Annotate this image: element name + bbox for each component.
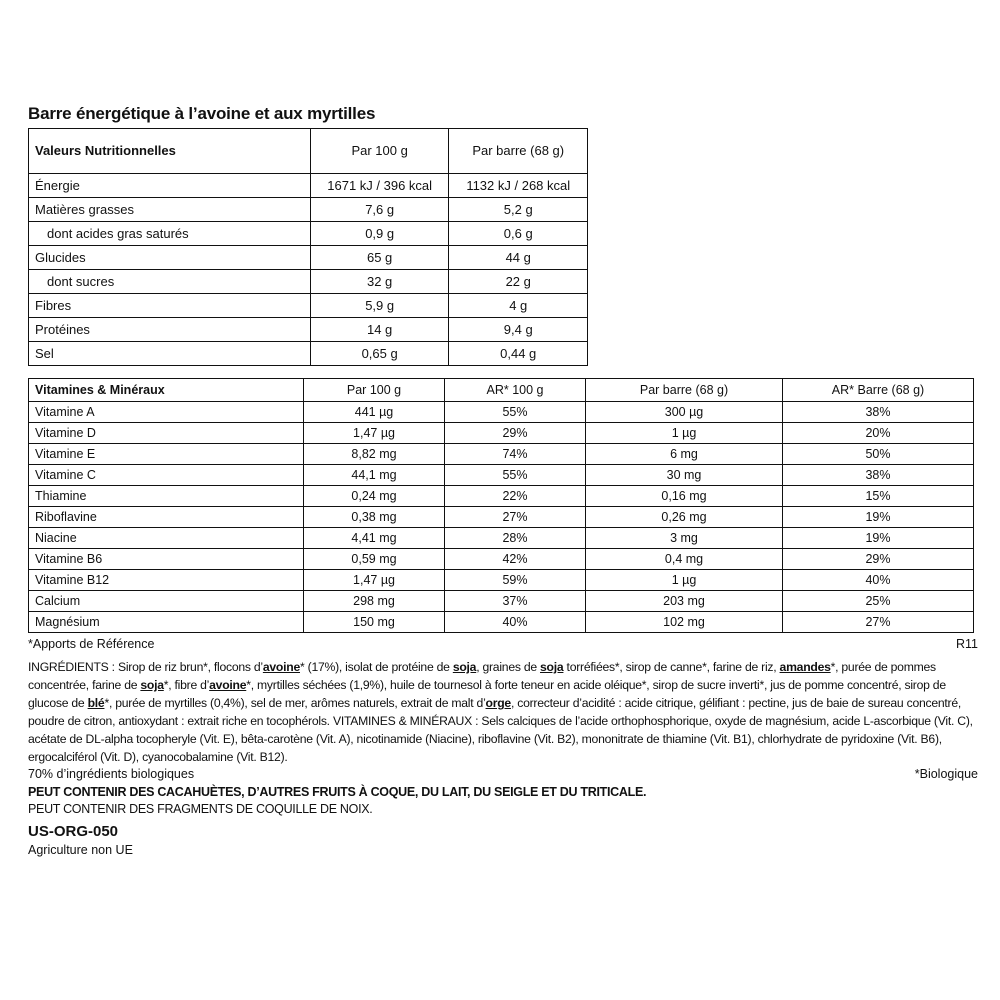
vitamin-per-100g: 44,1 mg — [304, 465, 445, 486]
nutrient-label: Protéines — [29, 318, 311, 342]
vitamin-per-100g: 150 mg — [304, 612, 445, 633]
nutrient-per-bar: 22 g — [449, 270, 588, 294]
vitamin-label: Vitamine B6 — [29, 549, 304, 570]
nutrient-per-100g: 0,9 g — [310, 222, 449, 246]
nutrient-per-100g: 65 g — [310, 246, 449, 270]
vitamin-label: Vitamine A — [29, 402, 304, 423]
nutrition-row — [29, 222, 588, 246]
nutrient-per-bar: 1132 kJ / 268 kcal — [449, 174, 588, 198]
vitamin-label: Vitamine C — [29, 465, 304, 486]
nutrition-label — [28, 104, 978, 858]
vitamin-label: Riboflavine — [29, 507, 304, 528]
ingredients-text — [28, 658, 978, 766]
vitamins-header-cell: Par barre (68 g) — [586, 379, 783, 402]
vitamins-row — [29, 507, 974, 528]
reference-intake-note: *Apports de Référence — [28, 637, 155, 651]
ingredient-text: INGRÉDIENTS : Sirop de riz brun*, flocons d’ — [28, 660, 263, 674]
allergen-term: soja — [140, 678, 164, 692]
vitamin-ar-bar: 50% — [783, 444, 974, 465]
vitamin-per-bar: 0,4 mg — [586, 549, 783, 570]
vitamin-per-bar: 0,16 mg — [586, 486, 783, 507]
footnote-row — [28, 636, 978, 652]
vitamins-header-cell: AR* 100 g — [445, 379, 586, 402]
vitamins-row — [29, 612, 974, 633]
vitamins-row — [29, 591, 974, 612]
nutrient-per-bar: 5,2 g — [449, 198, 588, 222]
vitamin-ar-bar: 40% — [783, 570, 974, 591]
vitamin-per-100g: 1,47 µg — [304, 570, 445, 591]
nutrient-per-100g: 0,65 g — [310, 342, 449, 366]
vitamin-label: Vitamine D — [29, 423, 304, 444]
nutrition-row — [29, 174, 588, 198]
nutrition-row — [29, 318, 588, 342]
vitamin-label: Magnésium — [29, 612, 304, 633]
allergen-warning: PEUT CONTENIR DES CACAHUÈTES, D’AUTRES FRUITS À COQUE, DU LAIT, DU SEIGLE ET DU TRITICALE. — [28, 785, 647, 799]
ingredient-text: , correcteur d’acidité : acide citrique, gélifiant : pectine, jus de baie de sureau concentré, poudre de citron, antioxydant : extrait riche en tocophérols. VITAMINES & MINÉRAUX : Sels calciques de l’acide orthophosphorique, oxyde de magnésium, acide L-ascorbique (Vit. C), acétate de DL-alpha tocopheryle (Vit. E), bêta-carotène (Vit. A), nicotinamide (Niacine), riboflavine (Vit. B2), mononitrate de thiamine (Vit. B1), chlorhydrate de pyridoxine (Vit. B6), ergocalciférol (Vit. D), cyanocobalamine (Vit. B12). — [28, 696, 973, 764]
origin-note: Agriculture non UE — [28, 843, 133, 857]
vitamins-row — [29, 423, 974, 444]
nutrient-label: Sel — [29, 342, 311, 366]
nutrient-per-100g: 14 g — [310, 318, 449, 342]
nutrient-per-bar: 0,6 g — [449, 222, 588, 246]
nutrition-header-row — [29, 129, 588, 174]
nutrient-label: dont acides gras saturés — [29, 222, 311, 246]
vitamins-row — [29, 486, 974, 507]
vitamin-per-bar: 0,26 mg — [586, 507, 783, 528]
ingredient-text: *, purée de pommes concentrée, farine de — [28, 660, 936, 692]
vitamin-ar-bar: 20% — [783, 423, 974, 444]
vitamins-row — [29, 570, 974, 591]
nutrition-row — [29, 342, 588, 366]
nutrient-per-100g: 32 g — [310, 270, 449, 294]
nutrient-per-bar: 4 g — [449, 294, 588, 318]
nutrient-label: Glucides — [29, 246, 311, 270]
vitamin-per-100g: 1,47 µg — [304, 423, 445, 444]
vitamin-per-100g: 4,41 mg — [304, 528, 445, 549]
vitamins-row — [29, 465, 974, 486]
vitamins-row — [29, 528, 974, 549]
ingredient-text: , graines de — [476, 660, 541, 674]
ingredient-text: *, purée de myrtilles (0,4%), sel de mer, arômes naturels, extrait de malt d’ — [104, 696, 486, 710]
vitamin-per-100g: 441 µg — [304, 402, 445, 423]
vitamin-ar-100g: 42% — [445, 549, 586, 570]
vitamin-per-bar: 102 mg — [586, 612, 783, 633]
organic-row — [28, 766, 978, 783]
vitamin-ar-bar: 15% — [783, 486, 974, 507]
vitamin-ar-100g: 55% — [445, 402, 586, 423]
vitamin-label: Vitamine E — [29, 444, 304, 465]
vitamin-ar-bar: 38% — [783, 465, 974, 486]
vitamin-per-bar: 300 µg — [586, 402, 783, 423]
vitamin-ar-100g: 27% — [445, 507, 586, 528]
vitamin-per-100g: 0,24 mg — [304, 486, 445, 507]
allergen-term: orge — [485, 696, 511, 710]
vitamins-row — [29, 444, 974, 465]
organic-percent: 70% d’ingrédients biologiques — [28, 767, 195, 781]
reference-code: R11 — [955, 637, 978, 651]
allergen-term: amandes — [779, 660, 831, 674]
nutrient-per-bar: 44 g — [449, 246, 588, 270]
vitamin-ar-bar: 19% — [783, 507, 974, 528]
vitamin-ar-100g: 28% — [445, 528, 586, 549]
vitamins-header-cell: Vitamines & Minéraux — [29, 379, 304, 402]
nutrient-per-100g: 1671 kJ / 396 kcal — [310, 174, 449, 198]
nutrient-per-bar: 9,4 g — [449, 318, 588, 342]
vitamin-ar-100g: 37% — [445, 591, 586, 612]
vitamin-per-100g: 8,82 mg — [304, 444, 445, 465]
nutrition-row — [29, 270, 588, 294]
vitamin-per-bar: 30 mg — [586, 465, 783, 486]
vitamin-ar-bar: 38% — [783, 402, 974, 423]
nutrient-per-bar: 0,44 g — [449, 342, 588, 366]
vitamin-per-bar: 203 mg — [586, 591, 783, 612]
nutrition-header-cell: Valeurs Nutritionnelles — [29, 129, 311, 174]
ingredient-text: *, myrtilles séchées (1,9%), huile de tournesol à forte teneur en acide oléique*, sirop de sucre inverti*, jus de pomme concentré, sirop de glucose de — [28, 678, 946, 710]
allergen-term: soja — [540, 660, 564, 674]
nutrition-table — [28, 128, 588, 366]
vitamins-row — [29, 402, 974, 423]
nutrient-per-100g: 7,6 g — [310, 198, 449, 222]
ingredient-text: torréfiées*, sirop de canne*, farine de riz, — [563, 660, 780, 674]
vitamin-per-bar: 6 mg — [586, 444, 783, 465]
nutrition-row — [29, 246, 588, 270]
vitamin-ar-bar: 29% — [783, 549, 974, 570]
ingredient-text: * (17%), isolat de protéine de — [300, 660, 453, 674]
vitamins-header-cell: Par 100 g — [304, 379, 445, 402]
vitamin-per-100g: 0,59 mg — [304, 549, 445, 570]
nutrition-row — [29, 294, 588, 318]
allergen-term: avoine — [209, 678, 247, 692]
nutrient-per-100g: 5,9 g — [310, 294, 449, 318]
vitamin-ar-bar: 25% — [783, 591, 974, 612]
vitamin-per-bar: 1 µg — [586, 423, 783, 444]
vitamin-ar-100g: 74% — [445, 444, 586, 465]
nutrient-label: Fibres — [29, 294, 311, 318]
vitamin-ar-100g: 22% — [445, 486, 586, 507]
allergen-term: avoine — [262, 660, 300, 674]
vitamin-per-bar: 1 µg — [586, 570, 783, 591]
vitamin-ar-bar: 27% — [783, 612, 974, 633]
vitamin-label: Thiamine — [29, 486, 304, 507]
vitamin-ar-100g: 40% — [445, 612, 586, 633]
vitamins-row — [29, 549, 974, 570]
vitamins-header-row — [29, 379, 974, 402]
vitamin-label: Calcium — [29, 591, 304, 612]
vitamin-per-100g: 0,38 mg — [304, 507, 445, 528]
nutshell-warning: PEUT CONTENIR DES FRAGMENTS DE COQUILLE DE NOIX. — [28, 802, 373, 816]
nutrition-row — [29, 198, 588, 222]
nutrition-header-cell: Par 100 g — [310, 129, 449, 174]
allergen-term: soja — [452, 660, 477, 674]
vitamin-label: Vitamine B12 — [29, 570, 304, 591]
vitamin-ar-100g: 59% — [445, 570, 586, 591]
vitamin-label: Niacine — [29, 528, 304, 549]
vitamin-ar-bar: 19% — [783, 528, 974, 549]
vitamin-per-bar: 3 mg — [586, 528, 783, 549]
nutrient-label: Énergie — [29, 174, 311, 198]
vitamin-per-100g: 298 mg — [304, 591, 445, 612]
vitamin-ar-100g: 55% — [445, 465, 586, 486]
vitamins-table — [28, 378, 974, 633]
vitamins-header-cell: AR* Barre (68 g) — [783, 379, 974, 402]
product-title: Barre énergétique à l’avoine et aux myrtilles — [28, 104, 376, 123]
nutrition-header-cell: Par barre (68 g) — [449, 129, 588, 174]
ingredient-text: *, fibre d’ — [163, 678, 210, 692]
organic-note: *Biologique — [914, 767, 978, 781]
vitamin-ar-100g: 29% — [445, 423, 586, 444]
organic-code: US-ORG-050 — [28, 823, 119, 840]
nutrient-label: dont sucres — [29, 270, 311, 294]
nutrient-label: Matières grasses — [29, 198, 311, 222]
allergen-term: blé — [87, 696, 105, 710]
